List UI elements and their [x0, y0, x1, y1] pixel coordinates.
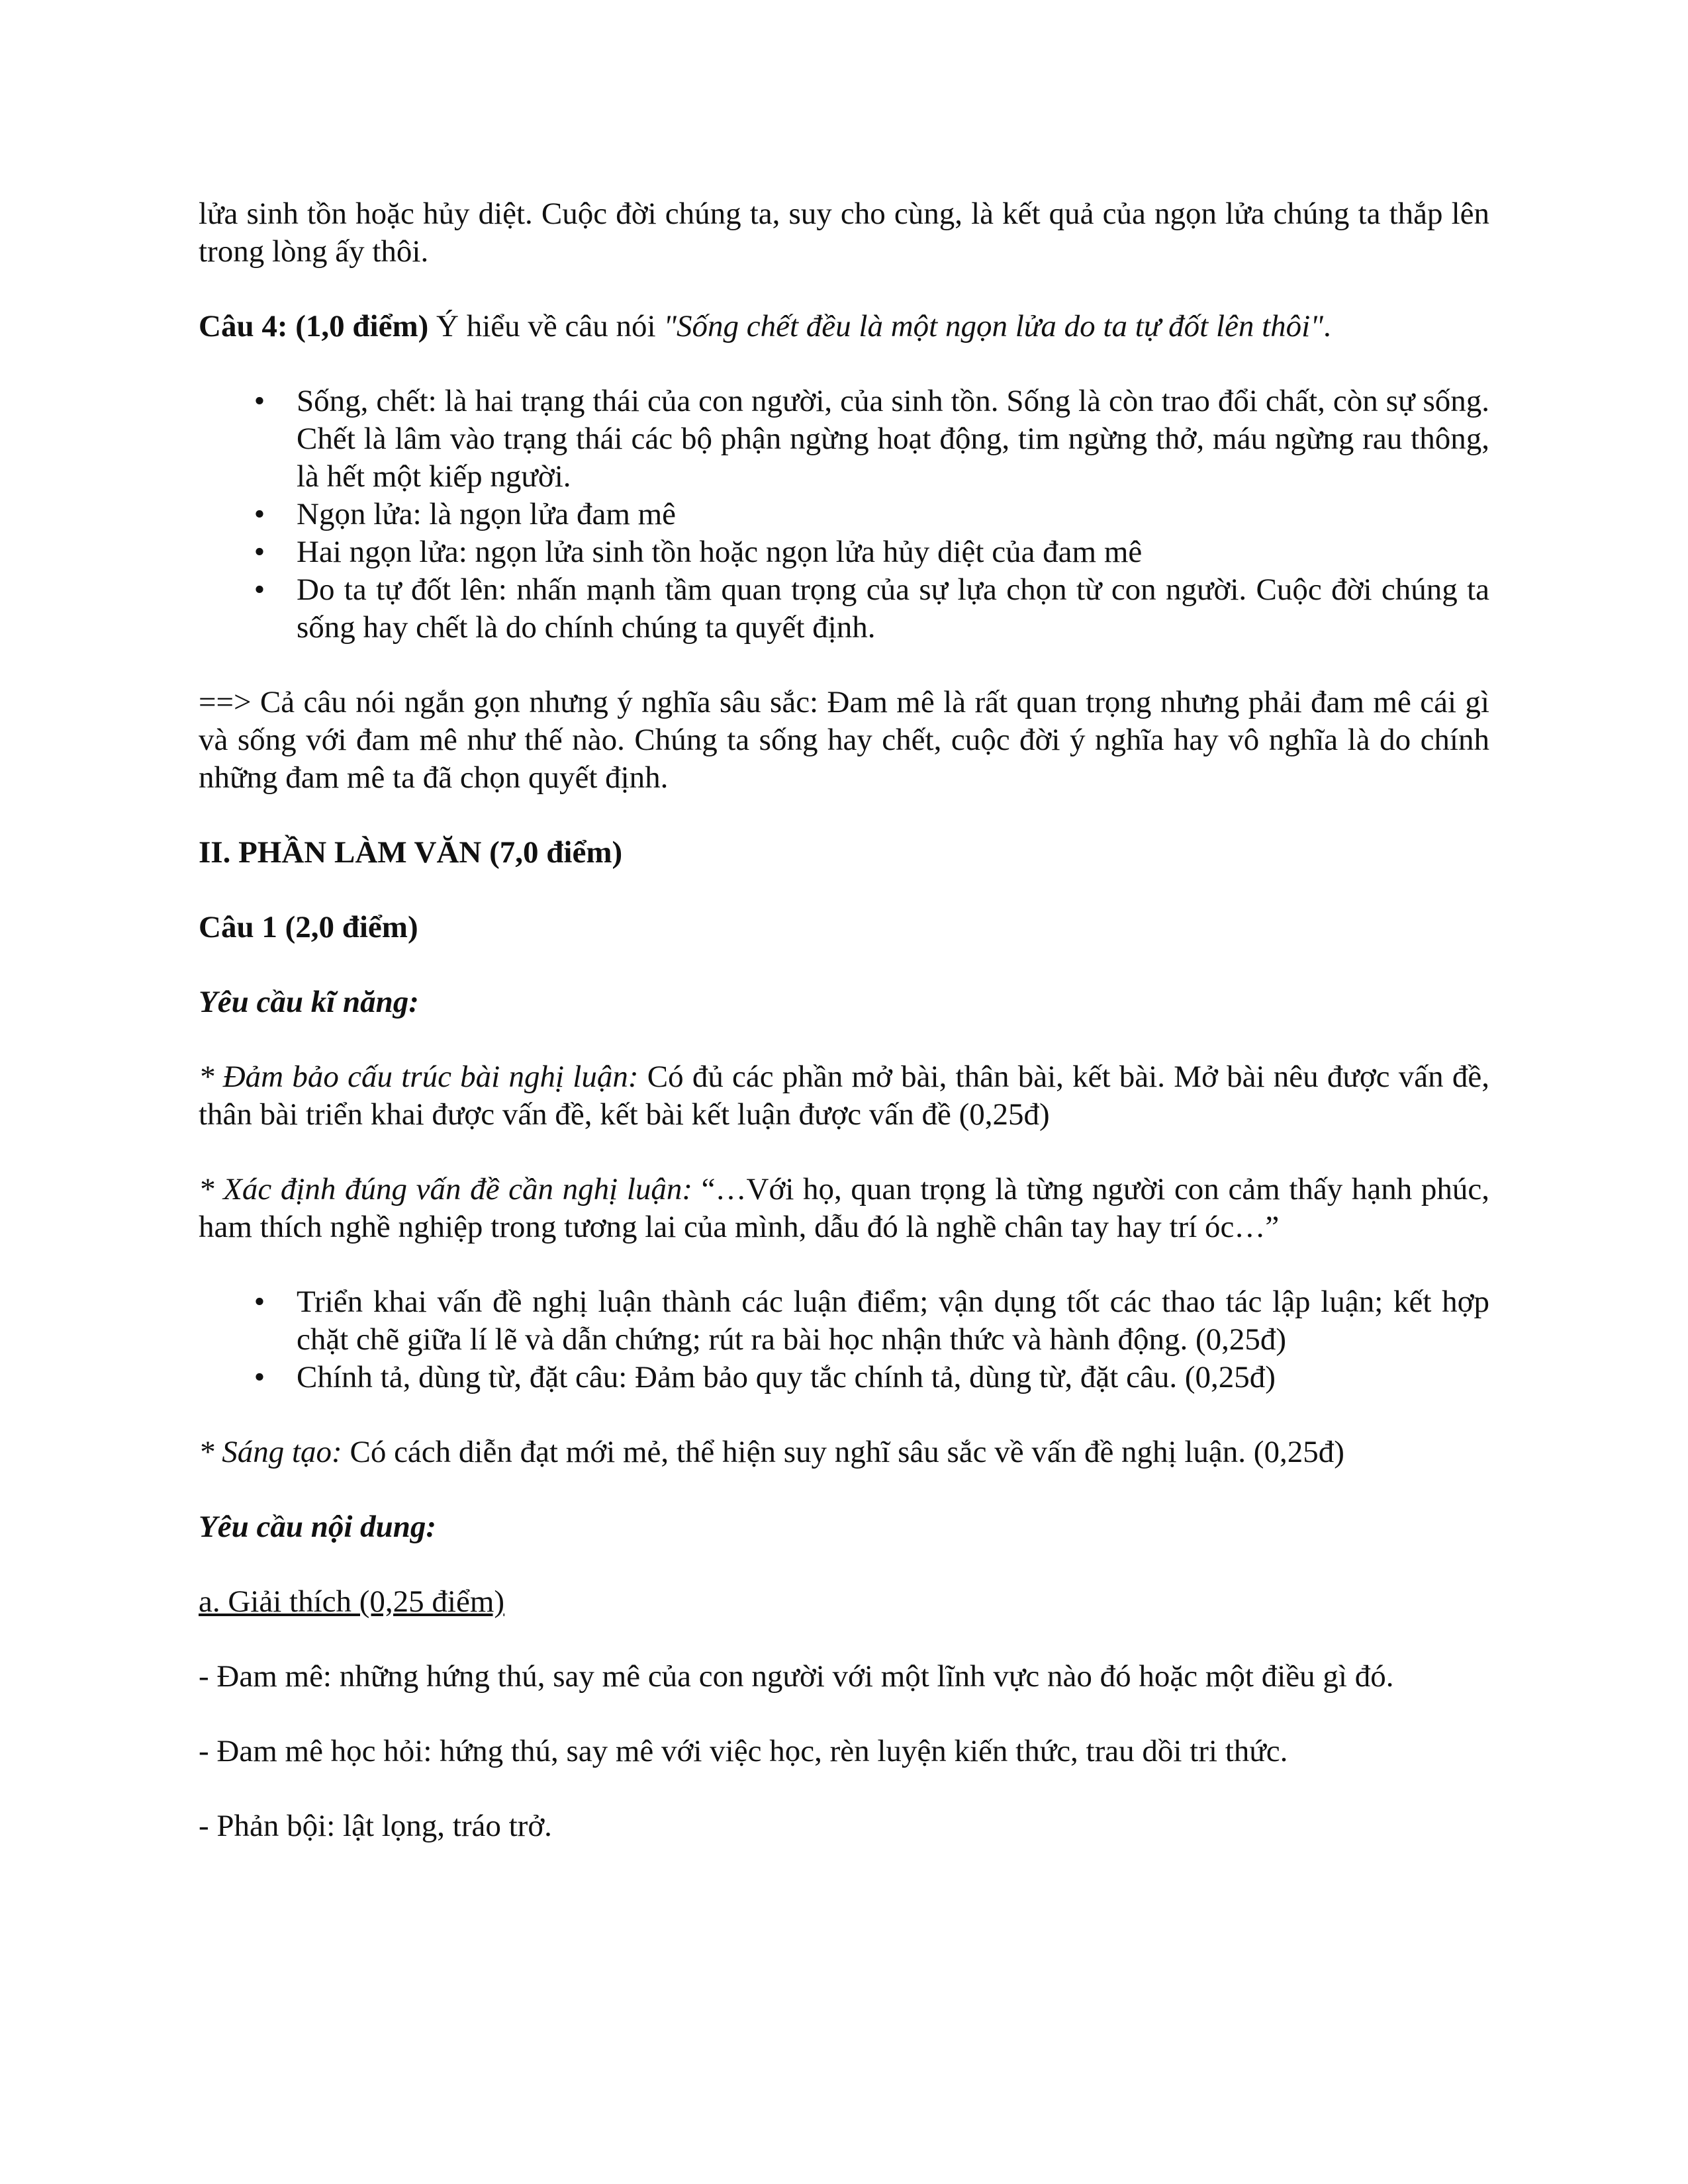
- identify-label: * Xác định đúng vấn đề cần nghị luận:: [199, 1172, 693, 1206]
- explain-heading: a. Giải thích (0,25 điểm): [199, 1584, 505, 1619]
- bullet-icon: •: [254, 1360, 265, 1394]
- bullet-icon: •: [254, 497, 265, 531]
- list-item: [254, 571, 1489, 647]
- list-item-text: Sống, chết: là hai trạng thái của con người, của sinh tồn. Sống là còn trao đổi chất, còn sự sống. Chết là lâm vào trạng thái các bộ phận ngừng hoạt động, tim ngừng thở, máu ngừng rau thông, là hết một kiếp người.: [297, 384, 1489, 494]
- list-item-text: Hai ngọn lửa: ngọn lửa sinh tồn hoặc ngọn lửa hủy diệt của đam mê: [297, 535, 1143, 569]
- list-item-text: Ngọn lửa: là ngọn lửa đam mê: [297, 497, 677, 531]
- bullet-icon: •: [254, 1285, 265, 1319]
- list-item: [254, 496, 1489, 533]
- explain-item-passion: - Đam mê: những hứng thú, say mê của con người với một lĩnh vực nào đó hoặc một điều gì đó.: [199, 1659, 1394, 1694]
- bullet-icon: •: [254, 384, 265, 418]
- list-item-text: Chính tả, dùng từ, đặt câu: Đảm bảo quy tắc chính tả, dùng từ, đặt câu. (0,25đ): [297, 1360, 1276, 1394]
- cau1-heading: Câu 1 (2,0 điểm): [199, 910, 418, 944]
- bullet-icon: •: [254, 572, 265, 607]
- skill-bullet-list: [199, 1283, 1489, 1396]
- creative-text: Có cách diễn đạt mới mẻ, thể hiện suy nghĩ sâu sắc về vấn đề nghị luận. (0,25đ): [342, 1435, 1344, 1469]
- creative-label: * Sáng tạo:: [199, 1435, 342, 1469]
- identify-requirement: [199, 1171, 1489, 1246]
- explain-item-learning: - Đam mê học hỏi: hứng thú, say mê với việc học, rèn luyện kiến thức, trau dồi tri thức.: [199, 1734, 1288, 1768]
- list-item-text: Do ta tự đốt lên: nhấn mạnh tầm quan trọng của sự lựa chọn từ con người. Cuộc đời chúng ta sống hay chết là do chính chúng ta quyết định.: [297, 572, 1489, 645]
- document-page: [199, 195, 1489, 1882]
- cau4-bullet-list: [199, 383, 1489, 647]
- creative-requirement: [199, 1433, 1489, 1471]
- list-item: [254, 1359, 1489, 1396]
- list-item: [254, 383, 1489, 496]
- identify-text: “…Với họ, quan trọng là từng người con cảm thấy hạnh phúc, ham thích nghề nghiệp trong tương lai của mình, dẫu đó là nghề chân tay hay trí óc…”: [199, 1172, 1489, 1244]
- cau4-end: .: [1323, 309, 1331, 343]
- explain-item-betrayal: - Phản bội: lật lọng, tráo trở.: [199, 1809, 552, 1843]
- content-heading: Yêu cầu nội dung:: [199, 1510, 437, 1544]
- cau4-prompt: [199, 308, 1489, 345]
- list-item: [254, 533, 1489, 571]
- cau4-conclusion: ==> Cả câu nói ngắn gọn nhưng ý nghĩa sâu sắc: Đam mê là rất quan trọng nhưng phải đam mê cái gì và sống với đam mê như thế nào. Chúng ta sống hay chết, cuộc đời ý nghĩa hay vô nghĩa là do chính những đam mê ta đã chọn quyết định.: [199, 685, 1489, 795]
- cau4-quote: "Sống chết đều là một ngọn lửa do ta tự đốt lên thôi": [663, 309, 1323, 343]
- cau4-label: Câu 4: (1,0 điểm): [199, 309, 429, 343]
- cau4-lead: Ý hiểu về câu nói: [428, 309, 664, 343]
- intro-continuation: lửa sinh tồn hoặc hủy diệt. Cuộc đời chúng ta, suy cho cùng, là kết quả của ngọn lửa chúng ta thắp lên trong lòng ấy thôi.: [199, 197, 1489, 269]
- structure-requirement: [199, 1058, 1489, 1134]
- structure-label: * Đảm bảo cấu trúc bài nghị luận:: [199, 1060, 639, 1094]
- list-item-text: Triển khai vấn đề nghị luận thành các luận điểm; vận dụng tốt các thao tác lập luận; kết hợp chặt chẽ giữa lí lẽ và dẫn chứng; rút ra bài học nhận thức và hành động. (0,25đ): [297, 1285, 1489, 1357]
- part2-heading: II. PHẦN LÀM VĂN (7,0 điểm): [199, 835, 623, 870]
- skills-heading: Yêu cầu kĩ năng:: [199, 985, 419, 1019]
- list-item: [254, 1283, 1489, 1359]
- bullet-icon: •: [254, 535, 265, 569]
- structure-text: Có đủ các phần mở bài, thân bài, kết bài. Mở bài nêu được vấn đề, thân bài triển khai được vấn đề, kết bài kết luận được vấn đề (0,25đ): [199, 1060, 1489, 1132]
